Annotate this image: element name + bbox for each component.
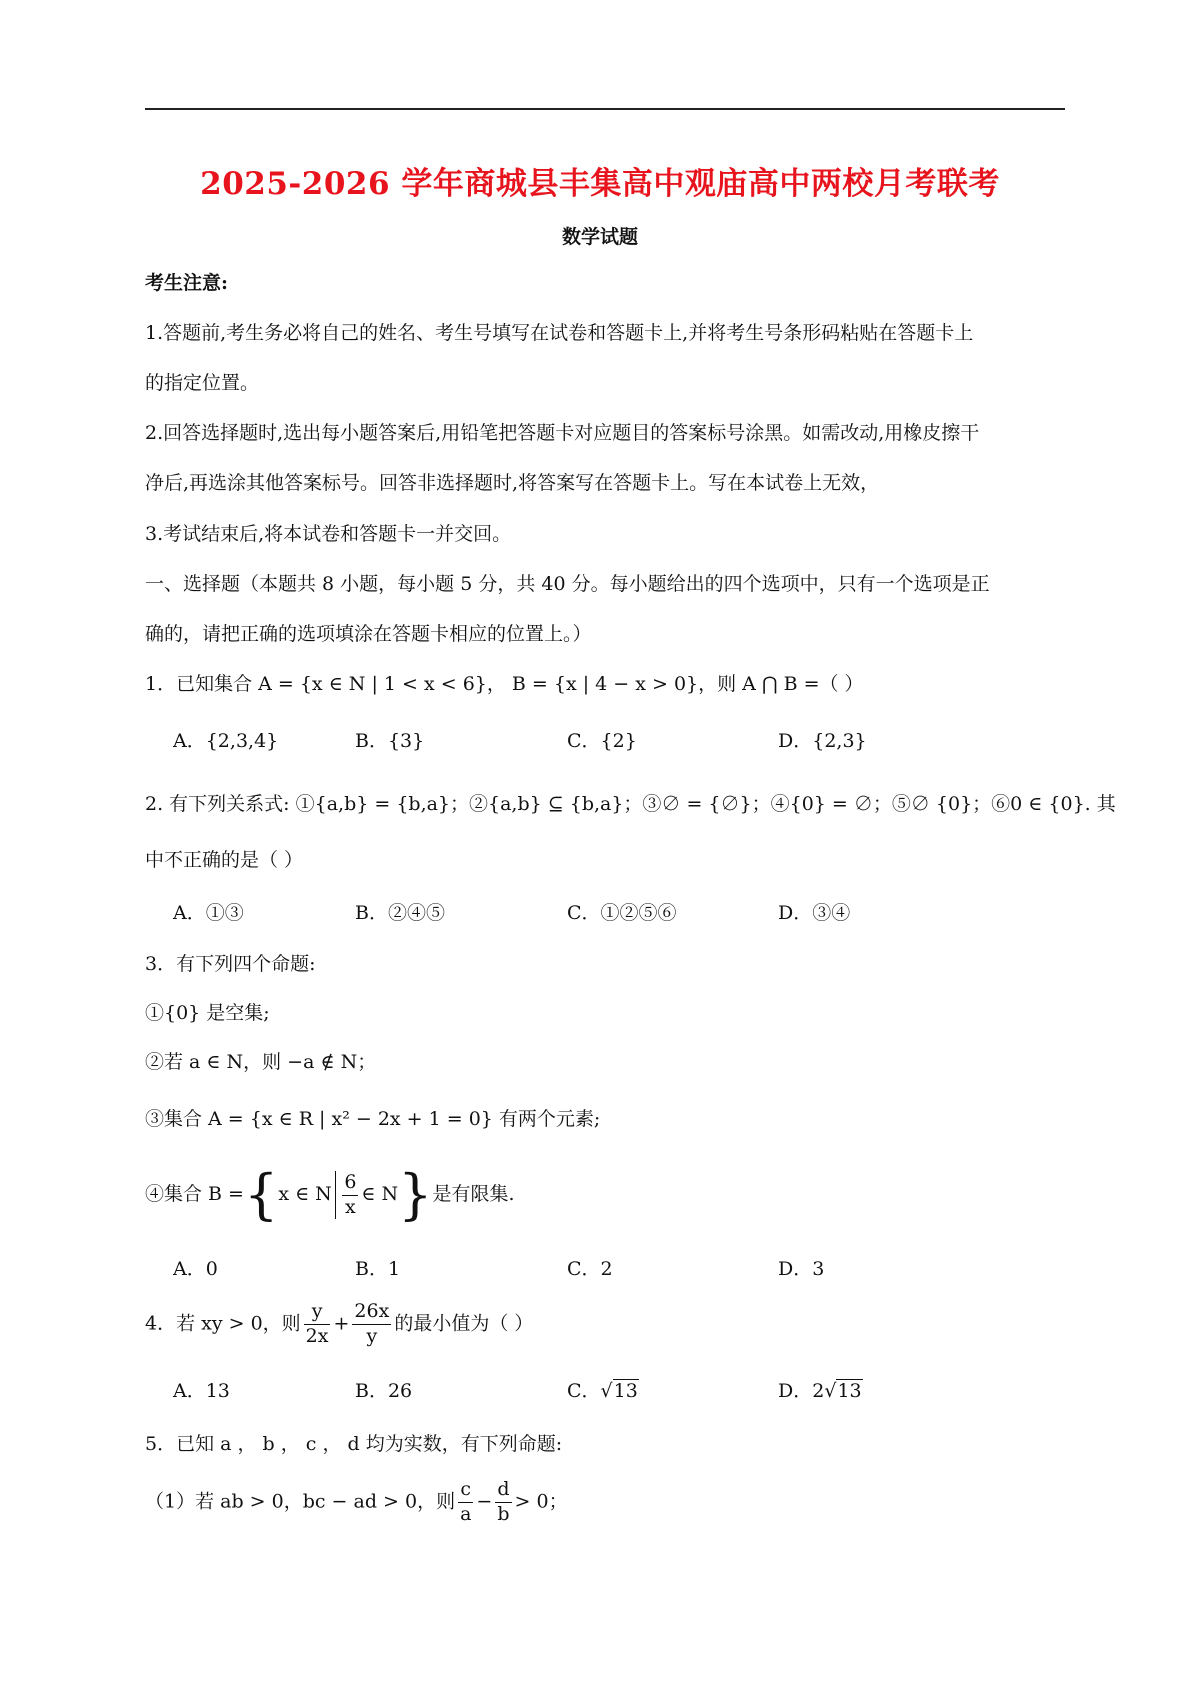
q3-item-4	[145, 1163, 515, 1226]
q3-item-4-prefix: ④集合 B =	[145, 1183, 244, 1205]
q4-stem	[145, 1300, 533, 1349]
q1-option-a: A．{2,3,4}	[173, 730, 279, 752]
notice-heading: 考生注意:	[145, 272, 229, 294]
sqrt-radicand: 13	[837, 1380, 862, 1402]
fraction-denominator: y	[366, 1324, 378, 1347]
q4-plus: +	[333, 1312, 350, 1335]
fraction-denominator: 2x	[305, 1324, 329, 1347]
q2-stem-cont: 中不正确的是（ ）	[145, 849, 304, 871]
q4-option-d	[778, 1380, 863, 1403]
q5-fraction-1	[458, 1478, 473, 1527]
q5-item-1-prefix: （1）若 ab > 0，bc − ad > 0，则	[145, 1490, 456, 1513]
set-divider	[335, 1171, 337, 1219]
notice-line-3: 2.回答选择题时,选出每小题答案后,用铅笔把答题卡对应题目的答案标号涂黑。如需改动,用橡皮擦干	[145, 422, 980, 444]
right-brace: }	[398, 1163, 433, 1226]
q1-option-c: C．{2}	[567, 730, 637, 752]
top-rule	[145, 108, 1065, 110]
fraction-numerator: d	[495, 1478, 511, 1503]
sqrt-sign: √	[600, 1380, 613, 1402]
q4-option-b: B．26	[355, 1380, 413, 1402]
left-brace: {	[243, 1163, 279, 1226]
q2-stem: 2. 有下列关系式: ①{a,b} = {b,a}；②{a,b} ⊆ {b,a}；③∅ = {∅}；④{0} = ∅；⑤∅ {0}；⑥0 ∈ {0}. 其	[145, 793, 1116, 815]
section-instruction-1: 一、选择题（本题共 8 小题，每小题 5 分，共 40 分。每小题给出的四个选项中，只有一个选项是正	[145, 573, 990, 595]
section-instruction-2: 确的，请把正确的选项填涂在答题卡相应的位置上。）	[145, 623, 592, 645]
notice-line-5: 3.考试结束后,将本试卷和答题卡一并交回。	[145, 523, 512, 545]
q1-option-d: D．{2,3}	[778, 730, 867, 752]
q4-option-d-label: D．2	[778, 1380, 825, 1402]
q4-prefix: 4．若 xy > 0，则	[145, 1312, 301, 1335]
q1-stem: 1．已知集合 A = {x ∈ N | 1 < x < 6}， B = {x | 4 − x > 0}，则 A ⋂ B =（ ）	[145, 673, 864, 695]
notice-line-4: 净后,再选涂其他答案标号。回答非选择题时,将答案写在答题卡上。写在本试卷上无效，	[145, 472, 880, 494]
q5-item-1-suffix: > 0；	[514, 1490, 568, 1513]
q5-fraction-2	[495, 1478, 511, 1527]
fraction-denominator: a	[460, 1502, 472, 1525]
q3-item-4-right: ∈ N	[361, 1183, 399, 1205]
fraction-numerator: c	[458, 1478, 473, 1503]
fraction-denominator: b	[497, 1502, 510, 1525]
q3-item-3: ③集合 A = {x ∈ R | x² − 2x + 1 = 0} 有两个元素;	[145, 1108, 601, 1130]
fraction-denominator: x	[345, 1195, 356, 1218]
q3-option-d: D．3	[778, 1258, 825, 1280]
q5-item-1	[145, 1478, 568, 1527]
q3-item-4-suffix: 是有限集.	[432, 1183, 515, 1205]
q4-fraction-2	[352, 1300, 391, 1349]
q4-option-c-label: C．	[567, 1380, 601, 1402]
q4-option-a: A．13	[173, 1380, 230, 1402]
q3-item-4-left: x ∈ N	[278, 1183, 332, 1205]
q2-option-c: C．①②⑤⑥	[567, 902, 677, 924]
q2-option-d: D．③④	[778, 902, 851, 924]
fraction-numerator: y	[304, 1300, 331, 1325]
page-subtitle: 数学试题	[561, 226, 638, 248]
q5-stem: 5．已知 a ， b ， c ， d 均为实数，有下列命题:	[145, 1433, 563, 1455]
q2-option-b: B．②④⑤	[355, 902, 445, 924]
q1-option-b: B．{3}	[355, 730, 425, 752]
fraction-numerator: 6	[342, 1171, 358, 1196]
q3-option-c: C．2	[567, 1258, 613, 1280]
q5-minus: −	[476, 1490, 493, 1513]
q3-option-a: A．0	[173, 1258, 218, 1280]
q3-stem: 3．有下列四个命题:	[145, 953, 316, 975]
q3-item-4-fraction	[342, 1171, 358, 1220]
q4-suffix: 的最小值为（ ）	[394, 1312, 534, 1335]
q3-item-1: ①{0} 是空集;	[145, 1002, 270, 1024]
q4-option-c	[567, 1380, 639, 1403]
notice-line-1: 1.答题前,考生务必将自己的姓名、考生号填写在试卷和答题卡上,并将考生号条形码粘贴在答题卡上	[145, 322, 974, 344]
sqrt-radicand: 13	[613, 1380, 638, 1402]
page-title: 2025-2026 学年商城县丰集高中观庙高中两校月考联考	[200, 166, 1000, 202]
q4-fraction-1	[304, 1300, 331, 1349]
sqrt-sign: √	[824, 1380, 837, 1402]
notice-line-2: 的指定位置。	[145, 372, 260, 394]
fraction-numerator: 26x	[352, 1300, 391, 1325]
q2-option-a: A．①③	[173, 902, 244, 924]
q3-option-b: B．1	[355, 1258, 401, 1280]
q3-item-2: ②若 a ∈ N，则 −a ∉ N；	[145, 1051, 377, 1073]
